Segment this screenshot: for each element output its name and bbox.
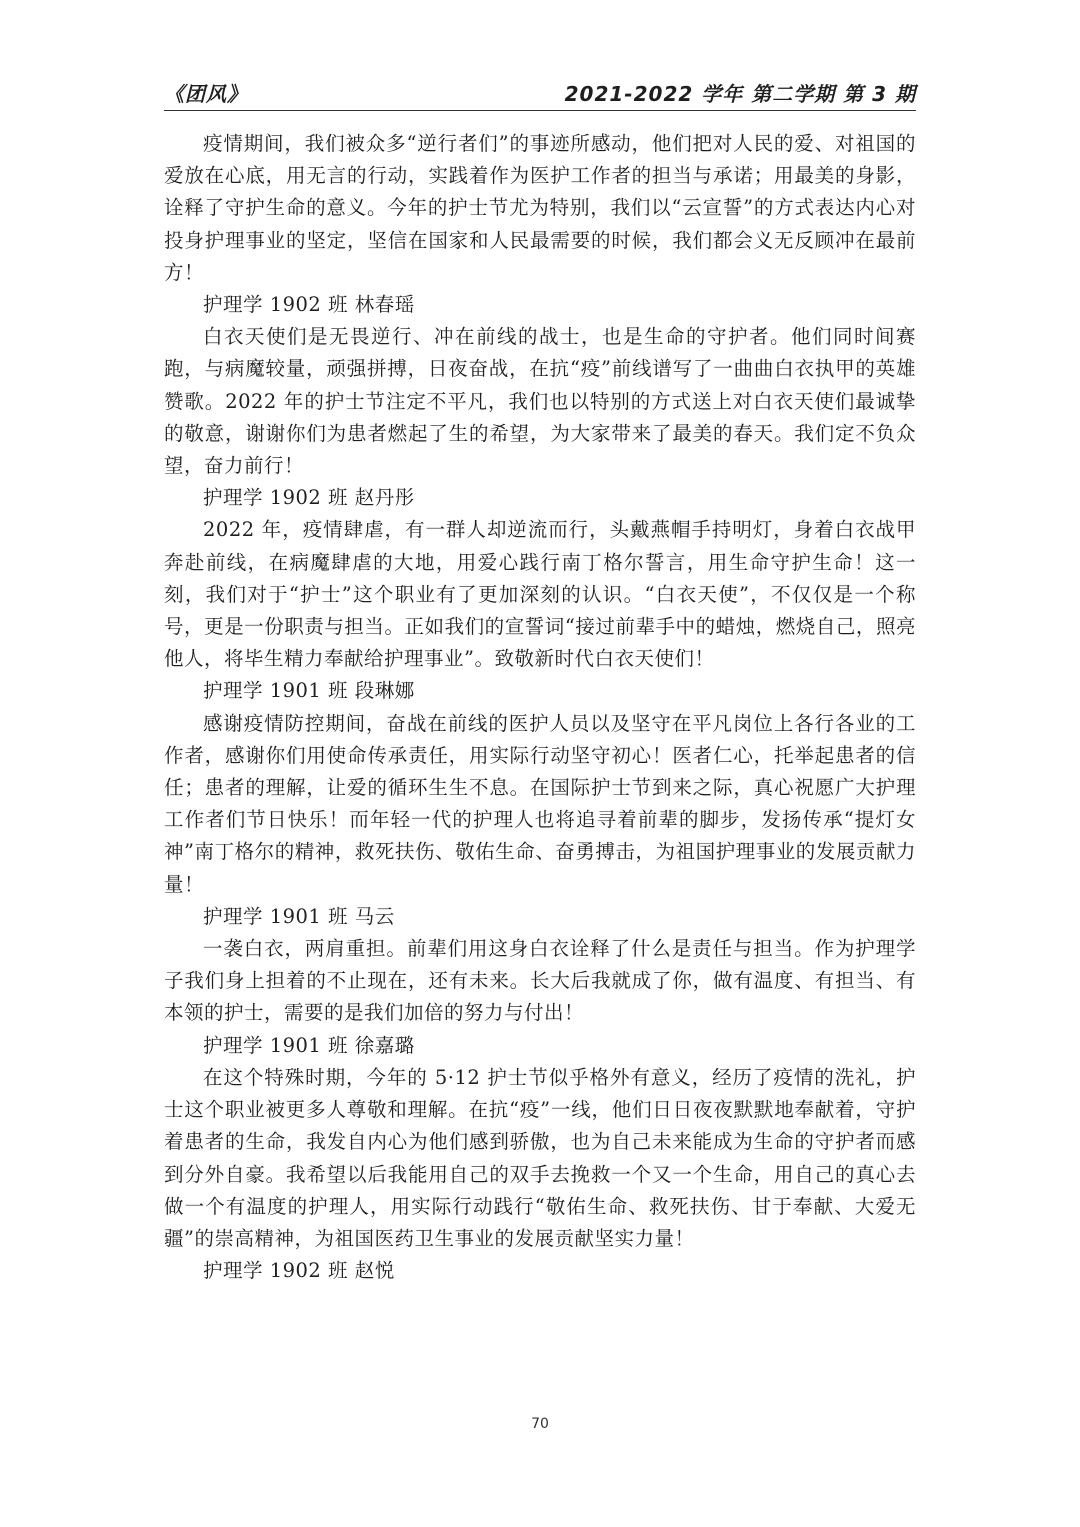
- entry-paragraph: 感谢疫情防控期间，奋战在前线的医护人员以及坚守在平凡岗位上各行各业的工作者，感谢你们用使命传承责任，用实际行动坚守初心！医者仁心，托举起患者的信任；患者的理解，让爱的循环生生不息。在国际护士节到来之际，真心祝愿广大护理工作者们节日快乐！而年轻一代的护理人也将追寻着前辈的脚步，发扬传承“提灯女神”南丁格尔的精神，救死扶伤、敬佑生命、奋勇搏击，为祖国护理事业的发展贡献力量！: [164, 711, 916, 896]
- header-divider: [164, 110, 916, 111]
- entry-signature: 护理学 1901 班 徐嘉璐: [203, 1033, 415, 1057]
- entry-paragraph: 在这个特殊时期，今年的 5·12 护士节似乎格外有意义，经历了疫情的洗礼，护士这个职业被更多人尊敬和理解。在抗“疫”一线，他们日日夜夜默默地奉献着，守护着患者的生命，我发自内心为他们感到骄傲，也为自己未来能成为生命的守护者而感到分外自豪。我希望以后我能用自己的双手去挽救一个又一个生命，用自己的真心去做一个有温度的护理人，用实际行动践行“敬佑生命、救死扶伤、甘于奉献、大爱无疆”的崇高精神，为祖国医药卫生事业的发展贡献坚实力量！: [164, 1065, 916, 1250]
- entry-signature: 护理学 1902 班 林春瑶: [203, 293, 415, 317]
- journal-title: 《团风》: [164, 82, 248, 106]
- entry-signature: 护理学 1902 班 赵丹彤: [203, 486, 415, 510]
- entry-paragraph: 一袭白衣，两肩重担。前辈们用这身白衣诠释了什么是责任与担当。作为护理学子我们身上担着的不止现在，还有未来。长大后我就成了你，做有温度、有担当、有本领的护士，需要的是我们加倍的努力与付出！: [164, 937, 916, 1025]
- page-number: 70: [531, 1416, 549, 1432]
- page-header: [164, 78, 916, 110]
- entry-paragraph: 疫情期间，我们被众多“逆行者们”的事迹所感动，他们把对人民的爱、对祖国的爱放在心底，用无言的行动，实践着作为医护工作者的担当与承诺；用最美的身影，诠释了守护生命的意义。今年的护士节尤为特别，我们以“云宣誓”的方式表达内心对投身护理事业的坚定，坚信在国家和人民最需要的时候，我们都会义无反顾冲在最前方！: [164, 132, 916, 284]
- issue-info: 2021-2022 学年 第二学期 第 3 期: [564, 82, 916, 106]
- entry-paragraph: 2022 年，疫情肆虐，有一群人却逆流而行，头戴燕帽手持明灯，身着白衣战甲奔赴前线，在病魔肆虐的大地，用爱心践行南丁格尔誓言，用生命守护生命！这一刻，我们对于“护士”这个职业有了更加深刻的认识。“白衣天使”，不仅仅是一个称号，更是一份职责与担当。正如我们的宣誓词“接过前辈手中的蜡烛，燃烧自己，照亮他人，将毕生精力奉献给护理事业”。致敬新时代白衣天使们！: [164, 518, 916, 671]
- entry-signature: 护理学 1902 班 赵悦: [203, 1259, 395, 1283]
- article-body: [164, 128, 916, 1287]
- entry-paragraph: 白衣天使们是无畏逆行、冲在前线的战士，也是生命的守护者。他们同时间赛跑，与病魔较量，顽强拼搏，日夜奋战，在抗“疫”前线谱写了一曲曲白衣执甲的英雄赞歌。2022 年的护士节注定不平凡，我们也以特别的方式送上对白衣天使们最诚挚的敬意，谢谢你们为患者燃起了生的希望，为大家带来了最美的春天。我们定不负众望，奋力前行！: [164, 325, 916, 478]
- entry-signature: 护理学 1901 班 段琳娜: [203, 679, 415, 703]
- entry-signature: 护理学 1901 班 马云: [203, 904, 395, 928]
